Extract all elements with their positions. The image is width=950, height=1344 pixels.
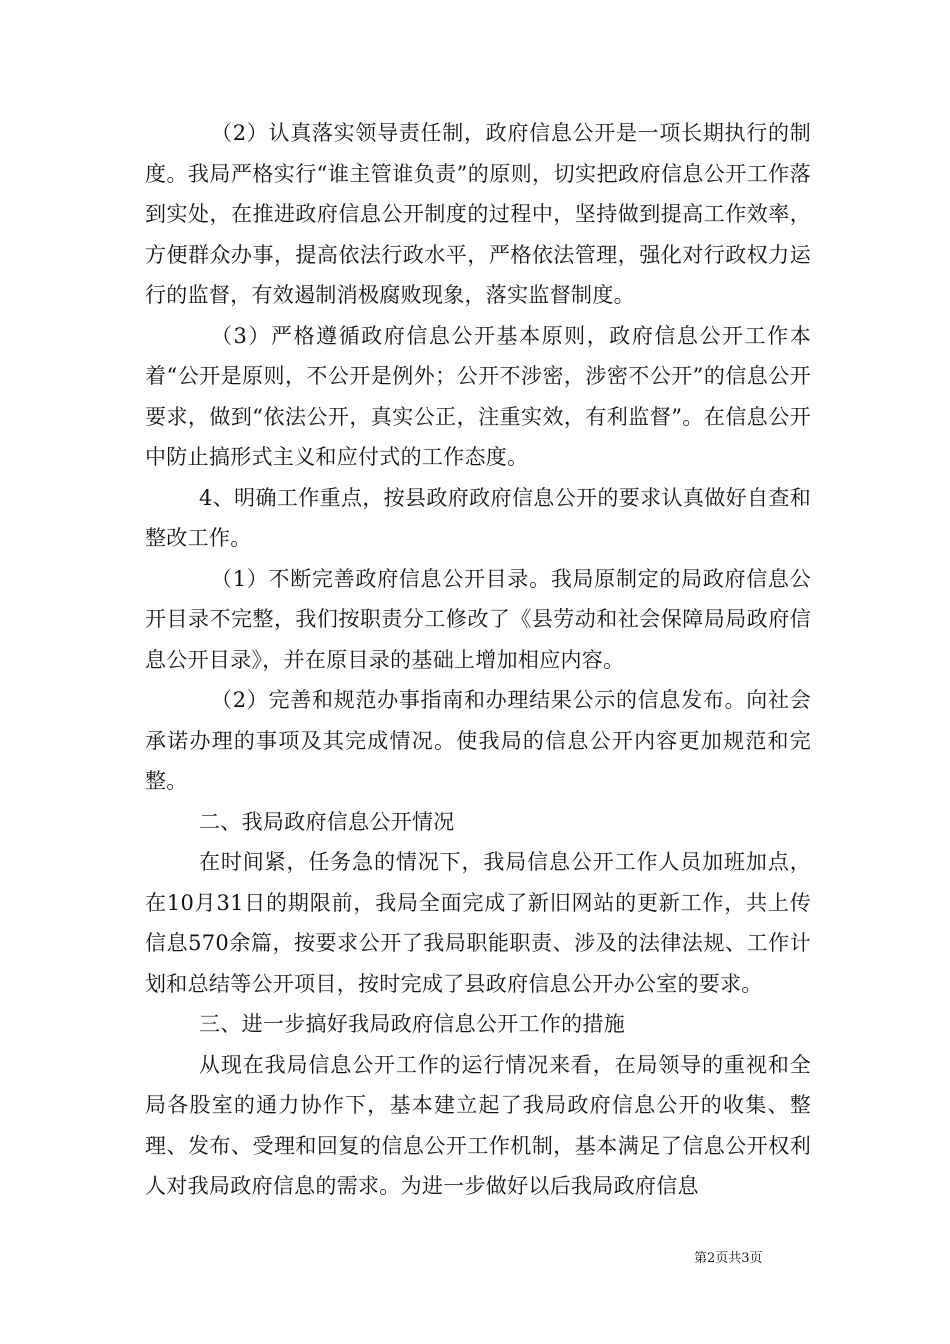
paragraph-further-measures: 从现在我局信息公开工作的运行情况来看，在局领导的重视和全局各股室的通力协作下，基本建立起了我局政府信息公开的收集、整理、发布、受理和回复的信息公开工作机制，基本满足了信息公开权利人对我局政府信息的需求。为进一步做好以后我局政府信息	[145, 1052, 811, 1198]
paragraph-disclosure-status: 在时间紧，任务急的情况下，我局信息公开工作人员加班加点，在10月31日的期限前，我局全面完成了新旧网站的更新工作，共上传信息570余篇，按要求公开了我局职能职责、涉及的法律法规、工作计划和总结等公开项目，按时完成了县政府信息公开办公室的要求。	[145, 850, 811, 996]
section-heading-further-measures: 三、进一步搞好我局政府信息公开工作的措施	[199, 1012, 625, 1036]
paragraph-basic-principles: （3）严格遵循政府信息公开基本原则，政府信息公开工作本着“公开是原则，不公开是例外；公开不涉密，涉密不公开”的信息公开要求，做到“依法公开，真实公正，注重实效，有利监督”。在信息公开中防止搞形式主义和应付式的工作态度。	[145, 323, 811, 469]
paragraph-improve-catalog: （1）不断完善政府信息公开目录。我局原制定的局政府信息公开目录不完整，我们按职责分工修改了《县劳动和社会保障局局政府信息公开目录》，并在原目录的基础上增加相应内容。	[145, 566, 811, 672]
paragraph-leadership-responsibility: （2）认真落实领导责任制，政府信息公开是一项长期执行的制度。我局严格实行“谁主管谁负责”的原则，切实把政府信息公开工作落到实处，在推进政府信息公开制度的过程中，坚持做到提高工作效率，方便群众办事，提高依法行政水平，严格依法管理，强化对行政权力运行的监督，有效遏制消极腐败现象，落实监督制度。	[145, 121, 811, 307]
paragraph-work-focus: 4、明确工作重点，按县政府政府信息公开的要求认真做好自查和整改工作。	[145, 485, 811, 550]
page-number-footer: 第2页共3页	[694, 1251, 763, 1266]
document-body	[145, 113, 811, 1207]
section-heading-disclosure-status: 二、我局政府信息公开情况	[199, 809, 455, 834]
paragraph-service-guide: （2）完善和规范办事指南和办理结果公示的信息发布。向社会承诺办理的事项及其完成情况。使我局的信息公开内容更加规范和完整。	[145, 688, 811, 793]
